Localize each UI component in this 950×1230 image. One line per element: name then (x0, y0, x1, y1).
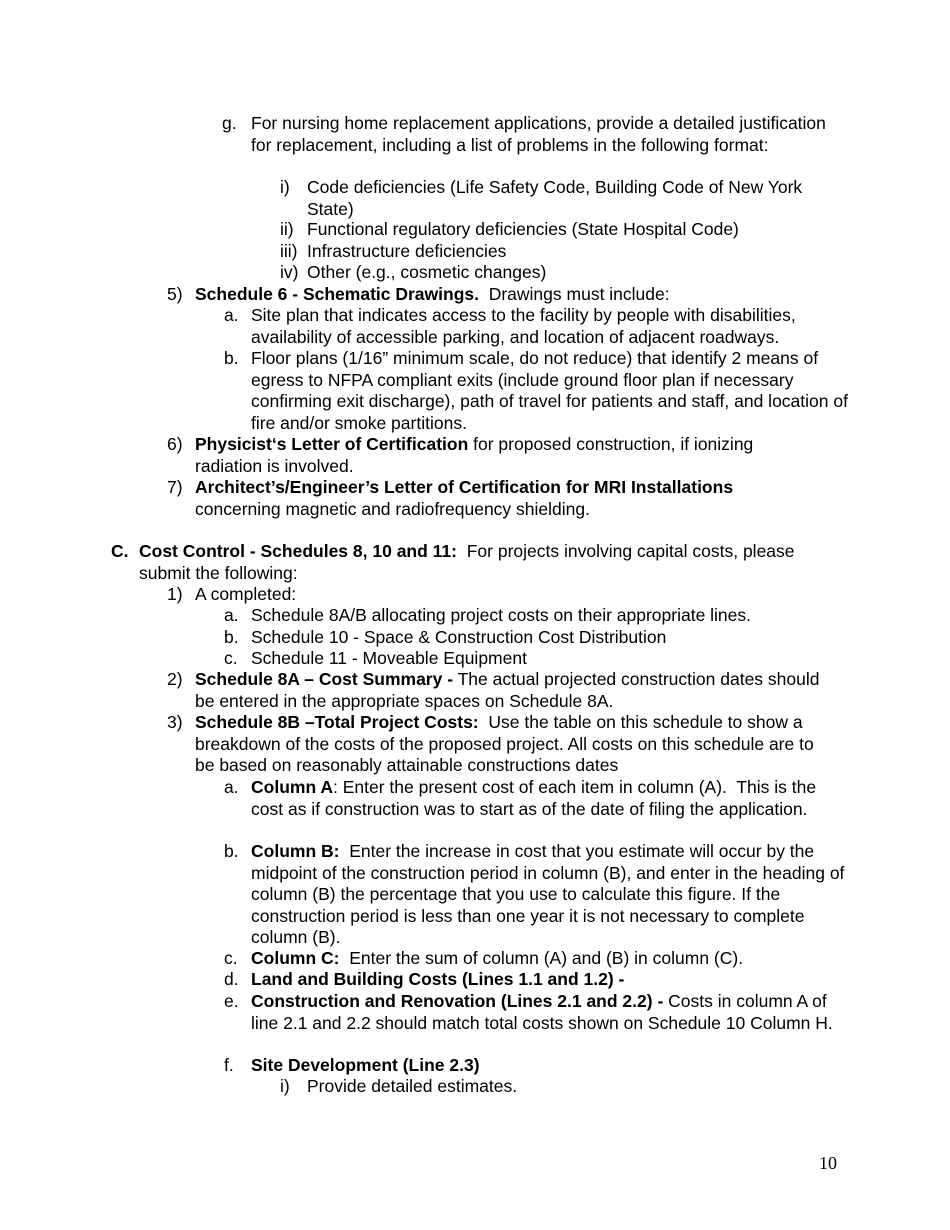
list-text: Site plan that indicates access to the facility by people with disabilities, availability of accessible parking, and location of adjacent roadways. (251, 305, 796, 347)
list-label: a. (224, 777, 239, 797)
section-body: For projects involving capital costs, please submit the following: (139, 541, 800, 583)
list-heading: Column C: (251, 948, 340, 968)
list-heading: Column B: (251, 841, 340, 861)
list-text: Infrastructure deficiencies (307, 241, 507, 261)
list-label: 7) (167, 477, 183, 497)
list-body: : Enter the present cost of each item in column (A). This is the cost as if construction was to start as of the date of filing the application. (251, 777, 821, 819)
list-body: The actual projected construction dates should be entered in the appropriate spaces on Schedule 8A. (195, 669, 820, 711)
list-text (195, 477, 815, 520)
list-text (251, 1055, 851, 1077)
list-label: a. (224, 305, 239, 325)
section-text (139, 541, 799, 584)
list-label: iv) (280, 262, 299, 282)
list-text: Schedule 8A/B allocating project costs on their appropriate lines. (251, 605, 752, 625)
page-number: 10 (819, 1153, 837, 1173)
list-text: Schedule 10 - Space & Construction Cost Distribution (251, 627, 667, 647)
list-body: Enter the increase in cost that you estimate will occur by the midpoint of the construction period in column (B), and enter in the heading of column (B) the percentage that you use to calculate this figure. If the construction period is less than one year it is not necessary to complete column (B). (251, 841, 850, 947)
list-text: Functional regulatory deficiencies (State Hospital Code) (307, 219, 739, 239)
list-text (251, 777, 831, 820)
list-label: e. (224, 991, 239, 1011)
list-heading: Schedule 8B –Total Project Costs: (195, 712, 479, 732)
list-text (195, 712, 835, 777)
list-label: b. (224, 348, 239, 368)
list-text: For nursing home replacement applications, provide a detailed justification for replacement, including a list of problems in the following format: (251, 113, 826, 155)
list-heading: Construction and Renovation (Lines 2.1 and 2.2) - (251, 991, 664, 1011)
list-label: g. (222, 113, 237, 133)
list-text (195, 434, 815, 477)
list-text: Schedule 11 - Moveable Equipment (251, 648, 527, 668)
list-text: Code deficiencies (Life Safety Code, Building Code of New York State) (307, 177, 803, 219)
list-text (251, 841, 851, 949)
list-heading: Site Development (Line 2.3) (251, 1055, 480, 1075)
list-label: b. (224, 627, 239, 647)
list-text: A completed: (195, 584, 297, 604)
list-body: Enter the sum of column (A) and (B) in column (C). (339, 948, 744, 968)
list-label: 2) (167, 669, 183, 689)
list-label: 6) (167, 434, 183, 454)
list-text: Other (e.g., cosmetic changes) (307, 262, 547, 282)
list-text: Provide detailed estimates. (307, 1076, 518, 1096)
list-label: 3) (167, 712, 183, 732)
section-label: C. (111, 541, 129, 561)
list-label: f. (224, 1055, 234, 1075)
list-heading: Land and Building Costs (Lines 1.1 and 1.2) - (251, 969, 625, 989)
list-body: Drawings must include: (478, 284, 670, 304)
list-text (195, 284, 845, 306)
list-heading: Architect’s/Engineer’s Letter of Certification for MRI Installations (195, 477, 734, 497)
list-label: 5) (167, 284, 183, 304)
list-body: for proposed construction, if ionizing radiation is involved. (195, 434, 754, 476)
list-heading: Column A (251, 777, 333, 797)
section-heading: Cost Control - Schedules 8, 10 and 11: (139, 541, 457, 561)
list-label: d. (224, 969, 239, 989)
list-text (195, 669, 820, 712)
list-text (251, 969, 851, 991)
list-text (251, 948, 851, 970)
list-text (251, 991, 841, 1034)
list-text: Floor plans (1/16” minimum scale, do not reduce) that identify 2 means of egress to NFPA compliant exits (include ground floor plan if necessary confirming exit discharge), path of travel for patients and staff, and location of fire and/or smoke partitions. (251, 348, 848, 433)
list-label: c. (224, 948, 238, 968)
list-label: a. (224, 605, 239, 625)
list-heading: Schedule 8A – Cost Summary - (195, 669, 454, 689)
list-label: i) (280, 1076, 290, 1096)
list-label: b. (224, 841, 239, 861)
list-body: Costs in column A of line 2.1 and 2.2 should match total costs shown on Schedule 10 Column H. (251, 991, 833, 1033)
list-label: 1) (167, 584, 183, 604)
list-body: concerning magnetic and radiofrequency shielding. (195, 498, 590, 519)
list-heading: Physicist‘s Letter of Certification (195, 434, 469, 454)
list-heading: Schedule 6 - Schematic Drawings. (195, 284, 479, 304)
list-label: i) (280, 177, 290, 197)
list-label: c. (224, 648, 238, 668)
list-body: Use the table on this schedule to show a breakdown of the costs of the proposed project. All costs on this schedule are to be based on reasonably attainable constructions dates (195, 712, 819, 775)
list-label: ii) (280, 219, 294, 239)
list-label: iii) (280, 241, 298, 261)
